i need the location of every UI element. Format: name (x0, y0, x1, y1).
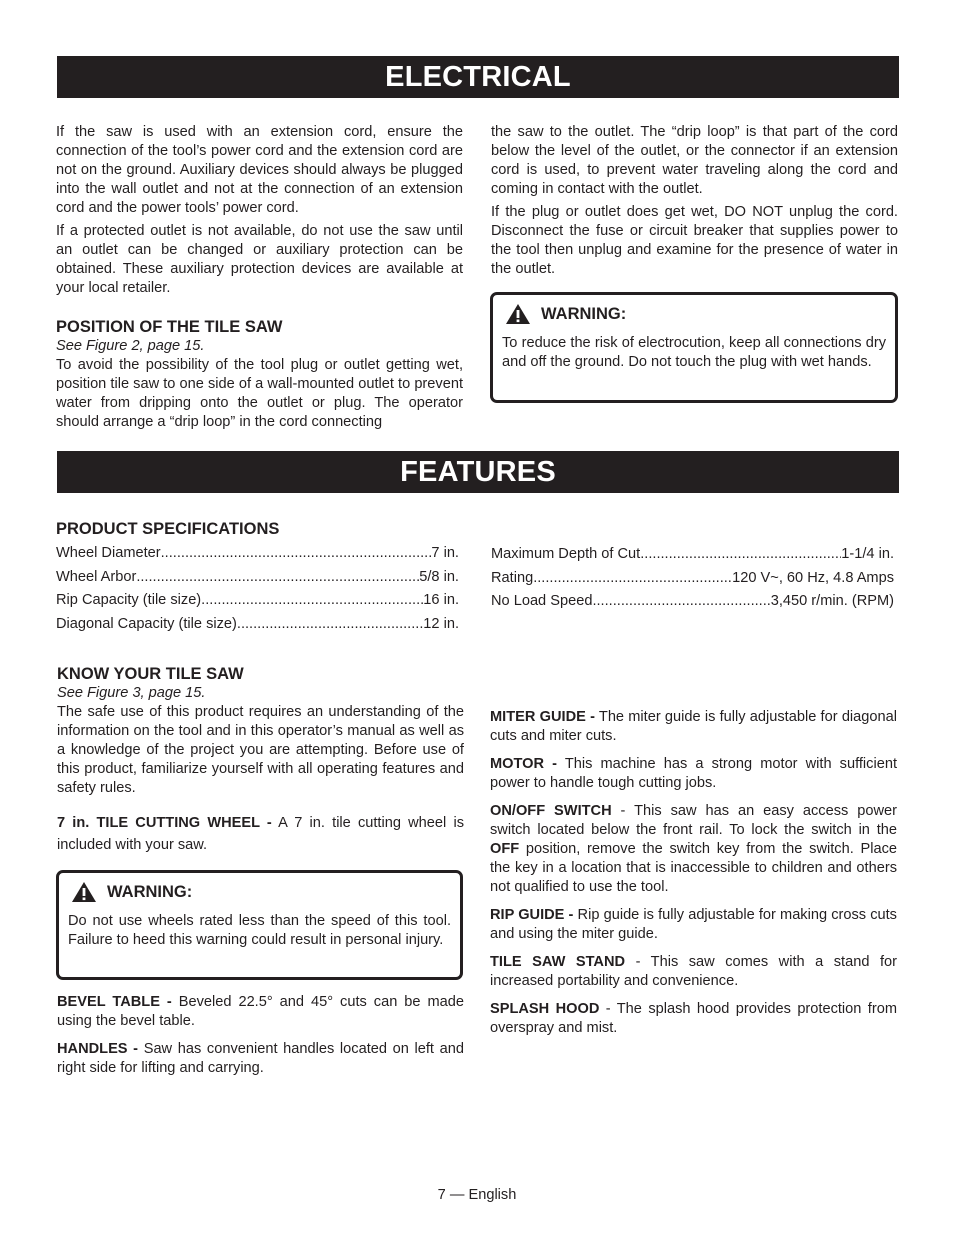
electrical-right-column (491, 123, 898, 283)
warning-text: To reduce the risk of electrocution, keep all connections dry and off the ground. Do not touch the plug with wet hands. (502, 335, 886, 370)
spec-label: Wheel Diameter (56, 545, 161, 561)
feature-tile-saw-stand (490, 953, 897, 991)
know-left-column-continued (57, 993, 464, 1082)
feature-rip-guide (490, 906, 897, 944)
feature-text: The miter guide is fully adjustable for diagonal cuts and miter cuts. (490, 709, 897, 744)
paragraph: If the saw is used with an extension cord, ensure the connection of the tool’s power cord and the extension cord are not on the ground. Auxiliary devices should always be plugged into the wall outlet and not at the connection of an extension cord and the power tools’ power cord. (56, 124, 463, 216)
specs-list (491, 543, 894, 614)
leader-dots (237, 613, 423, 637)
section-title-features: FEATURES (57, 451, 899, 493)
spec-label: Rip Capacity (tile size) (56, 592, 202, 608)
feature-text: Beveled 22.5° and 45° cuts can be made using the bevel table. (57, 994, 464, 1029)
warning-triangle-icon (505, 303, 531, 325)
leader-dots (533, 567, 732, 591)
paragraph: The safe use of this product requires an understanding of the information on the tool and in this operator’s manual as well as a knowledge of the project you are attempting. Before use of this product, familiarize yourself with all operating features and safety rules. (57, 704, 464, 796)
feature-text: - This saw comes with a stand for increased portability and convenience. (490, 954, 898, 989)
feature-on-off-switch (490, 802, 897, 897)
spec-row (56, 613, 459, 637)
paragraph: If the plug or outlet does get wet, DO NOT unplug the cord. Disconnect the fuse or circuit breaker that supplies power to the tool then unplug and examine for the presence of water in the outlet. (491, 204, 898, 277)
leader-dots (161, 542, 432, 566)
specs-left-column (56, 519, 459, 636)
specs-right-column (491, 543, 894, 614)
warning-label: WARNING: (107, 882, 193, 901)
feature-text: position, remove the switch key from the switch. Place the key in a location that is inaccessible to children and others not qualified to use the tool. (490, 841, 897, 895)
warning-label: WARNING: (541, 304, 627, 323)
warning-box-electrocution (490, 292, 898, 403)
feature-term: MITER GUIDE - (490, 709, 595, 725)
warning-header (502, 303, 886, 325)
feature-text: - The splash hood provides protection from overspray and mist. (490, 1001, 897, 1036)
feature-bevel-table (57, 993, 464, 1031)
feature-term: TILE SAW STAND (490, 954, 626, 970)
spec-value: 7 in. (431, 545, 459, 561)
know-right-column (490, 708, 897, 1042)
feature-term: SPLASH HOOD (490, 1001, 600, 1017)
spec-value: 3,450 r/min. (RPM) (770, 593, 894, 609)
feature-cutting-wheel (57, 812, 464, 856)
page-footer: 7 — English (437, 1187, 517, 1203)
spec-row (491, 567, 894, 591)
spec-value: 12 in. (423, 615, 459, 632)
spec-label: Maximum Depth of Cut (491, 546, 641, 562)
know-left-column (57, 664, 464, 860)
figure-reference: See Figure 3, page 15. (57, 685, 206, 701)
section-title-electrical: ELECTRICAL (57, 56, 899, 98)
spec-value: 5/8 in. (419, 568, 459, 585)
leader-dots (640, 543, 841, 567)
electrical-left-column (56, 123, 463, 436)
spec-value: 120 V~, 60 Hz, 4.8 Amps (732, 569, 894, 586)
feature-term: BEVEL TABLE - (57, 994, 172, 1010)
spec-value: 16 in. (423, 592, 459, 608)
spec-row (491, 590, 894, 614)
paragraph: If a protected outlet is not available, do not use the saw until an outlet can be changed or auxiliary protection can be obtained. These auxiliary protection devices are available at your local retailer. (56, 223, 463, 296)
feature-term: RIP GUIDE - (490, 907, 574, 923)
feature-motor (490, 755, 897, 793)
warning-triangle-icon (71, 881, 97, 903)
leader-dots (201, 589, 423, 613)
feature-text: Saw has convenient handles located on left and right side for lifting and carrying. (57, 1041, 464, 1076)
feature-text: Rip guide is fully adjustable for making cross cuts and using the miter guide. (490, 907, 897, 942)
spec-row (56, 589, 459, 613)
spec-row (56, 542, 459, 566)
spec-label: Rating (491, 569, 534, 586)
spec-label: No Load Speed (491, 593, 593, 609)
warning-header (68, 881, 451, 903)
feature-text: This machine has a strong motor with sufficient power to handle tough cutting jobs. (490, 756, 898, 791)
paragraph: To avoid the possibility of the tool plug or outlet getting wet, position tile saw to one side of a wall-mounted outlet to prevent water from dripping onto the outlet or plug. The operator should arrange a “drip loop” in the cord connecting (56, 357, 463, 430)
warning-box-wheel-speed (56, 870, 463, 980)
spec-row (56, 566, 459, 590)
feature-term: ON/OFF SWITCH (490, 803, 612, 819)
spec-label: Wheel Arbor (56, 568, 137, 585)
leader-dots (136, 566, 419, 590)
feature-splash-hood (490, 1000, 897, 1038)
spec-label: Diagonal Capacity (tile size) (56, 615, 237, 632)
spec-row (491, 543, 894, 567)
feature-term: MOTOR - (490, 756, 558, 772)
position-heading: POSITION OF THE TILE SAW (56, 318, 283, 336)
figure-reference: See Figure 2, page 15. (56, 338, 205, 354)
specs-list (56, 542, 459, 636)
specs-heading: PRODUCT SPECIFICATIONS (56, 520, 280, 538)
paragraph: the saw to the outlet. The “drip loop” is that part of the cord below the level of the outlet, or the connector if an extension cord is used, to prevent water traveling along the cord and coming in contact with the outlet. (491, 124, 898, 197)
feature-text: - This saw has an easy access power switch located below the front rail. To lock the switch in the (490, 803, 897, 838)
feature-handles (57, 1040, 464, 1078)
spec-value: 1-1/4 in. (841, 546, 894, 562)
know-heading: KNOW YOUR TILE SAW (57, 665, 244, 683)
feature-term: HANDLES - (57, 1041, 139, 1057)
feature-miter-guide (490, 708, 897, 746)
feature-text: A 7 in. tile cutting wheel is included with your saw. (57, 815, 464, 853)
feature-term: 7 in. TILE CUTTING WHEEL - (57, 815, 272, 831)
warning-text: Do not use wheels rated less than the speed of this tool. Failure to heed this warning could result in personal injury. (68, 913, 451, 948)
leader-dots (592, 590, 770, 614)
off-term: OFF (490, 841, 520, 857)
